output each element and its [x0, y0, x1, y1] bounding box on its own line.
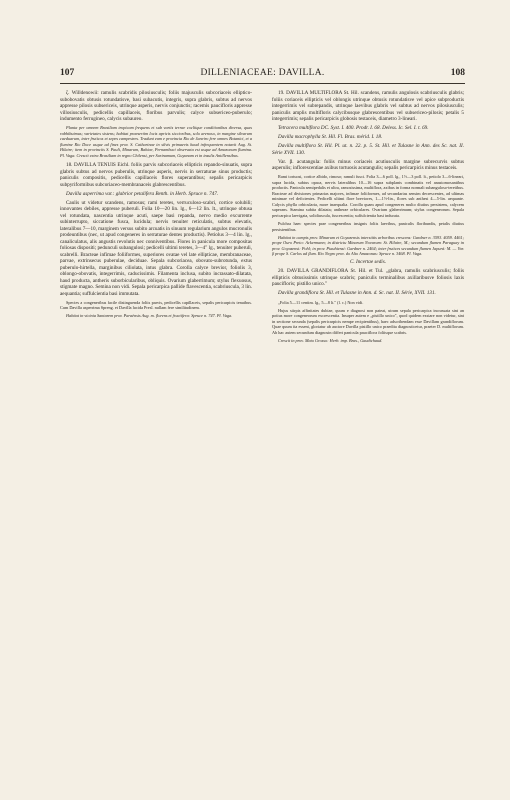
paragraph: Var. β. acutangula: foliis minus coriaceis acutiusculis margine subrecurvis subtus asperulis; inflorescentiae axibus tortuosis acutangulis; sepalis pericarpicis minus testaceis.: [272, 158, 464, 172]
paragraph: Habitat in campis prov. Minarum et Goyazensis interstitis arboribus crescens: Gardner n. 3593. 4059. 4461; prope Ouro Preto: Ackermann; in districtu Minarum Novarum: St. Hilaire, M.; secundum flumen Paraguay in prov. Goyazensi: Pohl; in prov. Piauhiensi: Gardner n. 2464; inter frutices secundum flumen Japurá: M. — Var. β prope S. Carlos ad flum. Rio Negro prov. do Alto Amazonas: Spruce n. 3468. Pl. Vaga.: [272, 234, 464, 257]
paragraph: „Folia 5—11 centim. lg., 5—8 lt." (l. c.) Non vidi.: [278, 299, 364, 305]
paragraph: Habitat in vicinia Santarem prov. Paraënsis Aug. m. florens et fructifera: Spruce n. 747. Pl. Vaga.: [66, 313, 233, 319]
running-header: [60, 68, 465, 82]
right-column: [272, 90, 464, 346]
paragraph: 19. DAVILLA MULTIFLORA St. Hil. scandens, ramulis angulosis scabriusculis glabris; foliis coriaceis ellipticis vel oblongis utrinque obtusis rotundatisve vel apice subproductis integerrimis vel subrepandis, utrinque laevibus glabris vel subtus ad nervos pilosiusculis; paniculis amplis multifloris calycibusque glabrescentibus vel subsericeo-pilosis; petalis 5 integerrimis; sepalis pericarpicis globosis testaceis, diametro 3-lineari.: [272, 90, 464, 122]
paragraph: Davilla grandiflora St. Hil. et Tulasne in Ann. d. Sc. nat. II. Série, XVII. 131.: [278, 290, 436, 297]
paragraph: Planta per omnem Brasiliam tropicam frequens et sub variis terrae cocliique conditionibus diversa, quas rabhibuimus; varietates sistens; habitat praesertim locis apricis siccioribus, solo arenoso, in margine silvarum caeduarum, inter fruticos et sepes campestres. Tradunt eam e provincia Rio de Janeiro fere omnes Botanici, et a flumine Rio Doce usque ad fines prov. S. Catharinae in silvis primaevis haud infrequentem notavit Aug. St. Hilaire; item in provinciis S. Pauli, Minarum, Bahiae, Pernambuci observata est usque ad Amazonum flumina. Pl. Vaga. Crescit extra Brasiliam in regno Chilensi, per Surinamum, Guyanam et in insulis Antillensibus.: [60, 125, 252, 158]
left-column: [60, 90, 252, 322]
paragraph: Pulchra haec species prae congeneribus insignis foliis laevibus, paniculis floribundis, petalis diutius persistentibus.: [272, 221, 464, 232]
paragraph: ζ. Willdenowii: ramulis scabridis pilosiusculis; foliis majusculis subcoriaceis elliptico-subobovatis obtusis rotundatisve, basi subacutis, integris, supra glabris, subtus ad nervos appresse pilosis subsericeis, utrinque asperis, nervis conjunctis; racemis pauciflоris appresse villosiusculis, pedicellis capillaceis, floribus parvulis; calyce subsericeo-puberulo; indumento ferrugineo, calycis subaureo.: [60, 90, 252, 122]
paragraph: Davilla macrophylla St. Hil. Fl. Bras. mérid. I. 18.: [278, 134, 383, 141]
paragraph: Species a congeneribus facile distinguenda foliis parvis, pedicellis capillaceis, sepalis pericarpicis tenuibus. Cum Davilla asperrima Spreng. et Davilla lucida Presl. nullam fere similitudinem.: [60, 299, 252, 311]
paragraph: Rami tortuosi, cortice albido, rimoso; ramuli fusci. Folia 3—6 poll. lg., 1½—3 poll. lt., petiolo 3—6-lineari, supra lucida, subtus opaca, nervis lateralibus 10—16 supra subplanis combinatis vel anastomosantibus productis. Panicula semipedalis et ultra, ramosissima, multiflora, axibus in forma normali subangulosо-teretibus. Bracteae ad divisiones primarias majores, infimae foliiformes, ad secundarias sensim decrescentes, ad ultimas minimae vel deficientes. Pedicelli ultimi flore breviores, 1—1½-lin., flores sub anthesi 4—5-lin. aequante. Calycis phylla orbicularia, more inaequalia. Corolla quam apud congeneres multo diutius persistens, calycem superans. Stamina subita dilatata; antherae orbiculares. Ovarium glaberrimum; stylus congeneorum. Sepala pericarpica laevigata, solidiuscula, fuscescentia; suffulcientia basi indurata.: [272, 174, 464, 218]
paragraph: Tetracera multiflora DC. Syst. I. 400. Prodr. I. 68. Deless. Ic. Sel. I. t. 69.: [278, 125, 429, 132]
header-rule: [60, 83, 465, 84]
paragraph: Crescit in prov. Mato Grosso: Herb. imp. Bras., Gaudichaud.: [278, 337, 383, 343]
running-title: DILLENIACEAE: DAVILLA.: [200, 68, 325, 78]
paragraph: Hujus stirpis affinitates dubiae, quum e diagnosi non pateat, utrum sepala pericarpica incrassata sint an potius more congeneorum excrescentia. Insuper autem e „pistillo unico", quod quidem exstare non videtur, sint in sectione secunda (sepalis pericarpicis nempe recipientibus), haec adscribendam esse Davillam grandiflorum. Quae quum ita essent, gloriatur ab auctore Davilla pistillo unico praedita diagnosticetur, praeter D. multiflorum. Ab hac autem secundum diagnosin differt panicula paucifloга foliisque scabris.: [272, 307, 464, 335]
paragraph: 20. DAVILLA GRANDIFLORA St. Hil. et Tul. „glabra, ramulis scabriusculis; foliis ellipticis obtusissimis utrinque scabris; paniculis terminalibus axillaribusve foliosis laxis paucifloris; pistillo unico.": [272, 268, 464, 288]
paragraph: Davilla asperrima var.: glabrior petalifera Benth. in Herb. Spruce n. 747.: [66, 190, 219, 197]
paragraph: 18. DAVILLA TENUIS Eichl. foliis parvis subcoriaceis ellipticis repando-sinuatis, supra glabris subtus ad nervos puberulis, utrinque asperis, nervis in serraturae sinus productis; paniculis compositis, pedicellis capillaceis flores superantibus; sepalis pericarpicis subpyriformibus subcoriaceo-membranaceis glabrescentibus.: [60, 162, 252, 188]
page-number-right: 108: [450, 68, 465, 78]
page-number-left: 107: [60, 68, 75, 78]
paragraph: Davilla multiflora St. Hil. Pl. ut. n. 22. p. 5. St. Hil. et Tulasne in Ann. des Sc. nat. II. Série XVII. 130.: [272, 143, 464, 156]
paragraph: C. Incertae sedis.: [350, 259, 386, 266]
paragraph: Caulis ut videtur scandens, ramosus; rami teretes, verruculoso-scabri, cortice solubili; innovantes debiles, apprеsse puberuli. Folia 10—20 lin. lg., 6—12 lin. lt., utrinque obtusa vel rotundata, nascentia utrinque acuti, saepe basi repanda, nervo medio excurrente subinterruptо, siccatione fusca, lucidula; nervis tenuiter reticulatis, subtus elevatis, lateralibus 7—10, marginem versus subito arcuatis in sinuum regularium angulos mucronulis prodeuntibus (nec, ut apud congeneres in serraturae dentes productis). Petiolus 3—4 lin. lg., canaliculatus, alis angustis revolutis nec conniventibus. Flores in panicula more compositas foliosas dispositi; pedunculi subangulosi; pedicelli ultimi teretes, 3—4″ lg., tenuiter puberuli, scabrelli. Bracteae infimae foliiformes, superiores ovatae vel late ellipticae, membranaceae, parvae, extrinsecus puberulae, deciduae. Sepala subcoriacea, obovato-subrotunda, extus puberulo-hirtella, marginibus ciliolata, intus glabra. Corolla calyce brevior, foliolis 3, oblongo-obovatis, integerrimis, caducissimis. Filamenta inclusa, subito incrassato-dilatata, haud producta, antheris suborbicularibus, obliquis. Ovarium glaberrimum; stylus flexuosus, stigmate magno. Semina non vidi. Sepala pericarpica pallide flavescentia, scabriuscula, 3 lin. aequantia; suffulcientia basi immutata.: [60, 199, 252, 297]
